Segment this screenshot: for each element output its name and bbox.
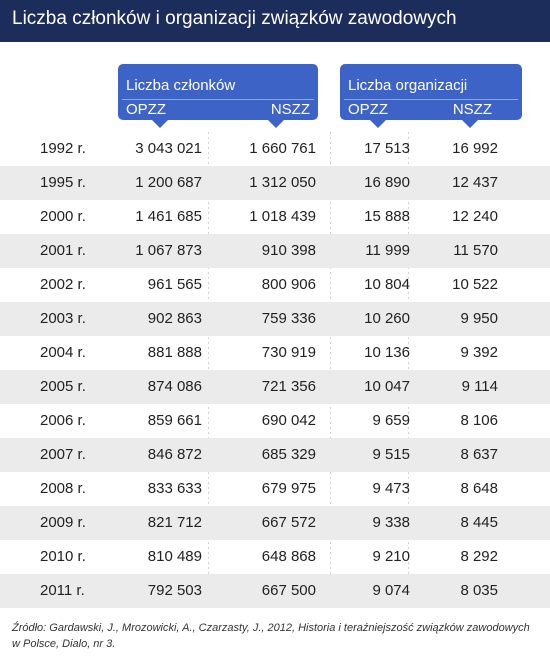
members-nszz-cell: 910 398 — [261, 242, 316, 259]
year-cell: 2003 r. — [40, 310, 86, 327]
table-row — [0, 336, 550, 370]
members-opzz-cell: 3 043 021 — [135, 140, 202, 157]
organizations-nszz-cell: 11 570 — [453, 242, 498, 259]
organizations-nszz-cell: 12 240 — [452, 208, 498, 225]
year-cell: 2008 r. — [40, 480, 86, 497]
year-cell: 2001 r. — [40, 242, 86, 259]
members-nszz-cell: 800 906 — [261, 276, 316, 293]
year-cell: 2010 r. — [40, 548, 86, 565]
organizations-header — [340, 64, 522, 120]
members-nszz-cell: 685 329 — [261, 446, 316, 463]
title-bar — [0, 0, 550, 42]
members-opzz-cell: 846 872 — [147, 446, 202, 463]
organizations-nszz-cell: 8 292 — [460, 548, 498, 565]
organizations-opzz-cell: 9 074 — [372, 582, 410, 599]
organizations-nszz-cell: 8 445 — [460, 514, 498, 531]
year-cell: 1995 r. — [40, 174, 86, 191]
organizations-nszz-pointer — [462, 120, 478, 128]
organizations-opzz-pointer — [370, 120, 386, 128]
members-nszz-header: NSZZ — [270, 101, 310, 118]
members-nszz-cell: 679 975 — [261, 480, 316, 497]
members-header-label: Liczba członków — [126, 77, 236, 94]
year-cell: 2005 r. — [40, 378, 86, 395]
year-cell: 2006 r. — [40, 412, 86, 429]
source-note: Źródło: Gardawski, J., Mrozowicki, A., Czarzasty, J., 2012, Historia i teraźniejszość związków zawodowych w Polsce, Dialo, nr 3. — [12, 622, 530, 650]
members-header — [118, 64, 318, 120]
organizations-header-label: Liczba organizacji — [348, 77, 468, 94]
year-cell: 2009 r. — [40, 514, 86, 531]
organizations-nszz-cell: 8 106 — [460, 412, 498, 429]
organizations-nszz-cell: 8 648 — [460, 480, 498, 497]
organizations-opzz-cell: 10 804 — [364, 276, 410, 293]
organizations-opzz-cell: 15 888 — [364, 208, 410, 225]
table-row — [0, 472, 550, 506]
table-row — [0, 404, 550, 438]
organizations-nszz-header: NSZZ — [452, 101, 492, 118]
members-nszz-cell: 1 018 439 — [249, 208, 316, 225]
organizations-opzz-cell: 9 338 — [372, 514, 410, 531]
organizations-nszz-cell: 10 522 — [452, 276, 498, 293]
members-nszz-cell: 690 042 — [261, 412, 316, 429]
members-opzz-cell: 810 489 — [147, 548, 202, 565]
organizations-opzz-cell: 10 136 — [364, 344, 410, 361]
organizations-nszz-cell: 16 992 — [452, 140, 498, 157]
members-opzz-cell: 874 086 — [147, 378, 202, 395]
table-row — [0, 574, 550, 608]
table-row — [0, 200, 550, 234]
members-opzz-cell: 859 661 — [147, 412, 202, 429]
members-opzz-pointer — [152, 120, 168, 128]
members-opzz-cell: 961 565 — [147, 276, 202, 293]
organizations-opzz-cell: 9 515 — [372, 446, 410, 463]
members-nszz-cell: 730 919 — [261, 344, 316, 361]
table-row — [0, 540, 550, 574]
members-opzz-cell: 1 067 873 — [135, 242, 202, 259]
organizations-opzz-cell: 17 513 — [364, 140, 410, 157]
page-title: Liczba członków i organizacji związków zawodowych — [12, 8, 457, 29]
organizations-opzz-header: OPZZ — [348, 101, 388, 118]
year-cell: 1992 r. — [40, 140, 86, 157]
table-row — [0, 370, 550, 404]
organizations-opzz-cell: 11 999 — [365, 242, 410, 259]
year-cell: 2002 r. — [40, 276, 86, 293]
members-opzz-cell: 833 633 — [147, 480, 202, 497]
members-nszz-cell: 1 312 050 — [249, 174, 316, 191]
organizations-opzz-cell: 10 047 — [364, 378, 410, 395]
organizations-nszz-cell: 8 637 — [460, 446, 498, 463]
table-row — [0, 234, 550, 268]
members-opzz-cell: 881 888 — [147, 344, 202, 361]
table-row — [0, 268, 550, 302]
members-nszz-cell: 667 572 — [261, 514, 316, 531]
members-opzz-header: OPZZ — [126, 101, 166, 118]
organizations-nszz-cell: 8 035 — [460, 582, 498, 599]
year-cell: 2011 r. — [40, 582, 85, 599]
year-cell: 2000 r. — [40, 208, 86, 225]
members-nszz-cell: 759 336 — [261, 310, 316, 327]
table-row — [0, 506, 550, 540]
members-opzz-cell: 1 200 687 — [135, 174, 202, 191]
members-nszz-pointer — [268, 120, 284, 128]
members-nszz-cell: 721 356 — [261, 378, 316, 395]
year-cell: 2004 r. — [40, 344, 86, 361]
members-nszz-cell: 1 660 761 — [249, 140, 316, 157]
members-nszz-cell: 648 868 — [261, 548, 316, 565]
organizations-nszz-cell: 9 950 — [460, 310, 498, 327]
members-opzz-cell: 1 461 685 — [135, 208, 202, 225]
organizations-opzz-cell: 9 473 — [372, 480, 410, 497]
members-nszz-cell: 667 500 — [261, 582, 316, 599]
members-opzz-cell: 821 712 — [147, 514, 202, 531]
organizations-nszz-cell: 12 437 — [452, 174, 498, 191]
table-row — [0, 438, 550, 472]
data-table — [0, 132, 550, 608]
organizations-nszz-cell: 9 114 — [461, 378, 498, 395]
members-opzz-cell: 792 503 — [147, 582, 202, 599]
organizations-header-divider — [344, 99, 518, 100]
table-row — [0, 132, 550, 166]
organizations-opzz-cell: 10 260 — [364, 310, 410, 327]
organizations-opzz-cell: 16 890 — [364, 174, 410, 191]
members-header-divider — [122, 99, 314, 100]
organizations-opzz-cell: 9 210 — [372, 548, 410, 565]
organizations-opzz-cell: 9 659 — [372, 412, 410, 429]
table-row — [0, 166, 550, 200]
organizations-nszz-cell: 9 392 — [460, 344, 498, 361]
table-row — [0, 302, 550, 336]
members-opzz-cell: 902 863 — [147, 310, 202, 327]
year-cell: 2007 r. — [40, 446, 86, 463]
